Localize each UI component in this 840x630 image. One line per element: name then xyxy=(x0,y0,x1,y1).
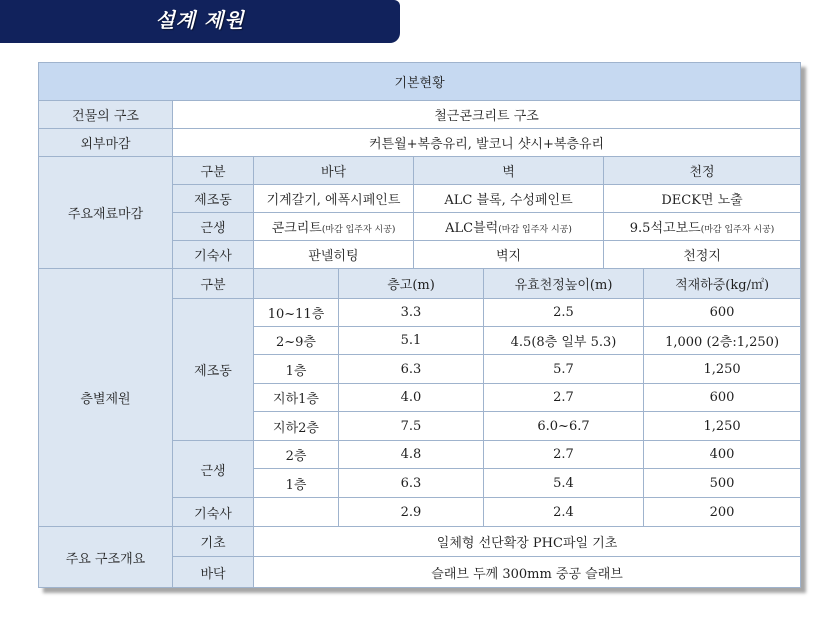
floor-clear-height: 5.4 xyxy=(484,469,644,498)
material-ceiling-cell xyxy=(604,185,801,213)
floor-level: 1층 xyxy=(254,469,339,498)
material-header-ceiling: 천정 xyxy=(604,157,801,185)
material-finish-label: 주요재료마감 xyxy=(39,157,173,269)
material-floor-cell xyxy=(254,185,414,213)
floor-height: 4.8 xyxy=(339,441,484,469)
exterior-finish-label: 외부마감 xyxy=(39,129,173,157)
material-wall-text: ALC 블록, 수성페인트 xyxy=(444,193,573,208)
floor-load: 1,250 xyxy=(644,412,801,441)
material-floor-cell xyxy=(254,241,414,269)
material-wall-cell xyxy=(414,241,604,269)
spec-table xyxy=(38,62,801,588)
material-floor-note: (마감 입주자 시공) xyxy=(321,225,396,235)
floor-height: 7.5 xyxy=(339,412,484,441)
floor-group-name: 제조동 xyxy=(173,299,254,441)
floor-level: 지하2층 xyxy=(254,412,339,441)
floor-header-category: 구분 xyxy=(173,269,254,299)
building-structure-value: 철근콘크리트 구조 xyxy=(173,101,801,129)
material-ceiling-text: 천정지 xyxy=(683,249,721,264)
table-caption: 기본현황 xyxy=(39,63,801,101)
floor-group-name: 기숙사 xyxy=(173,498,254,527)
material-wall-text: 벽지 xyxy=(495,249,522,264)
floor-load: 1,000 (2층:1,250) xyxy=(644,327,801,355)
building-structure-label: 건물의 구조 xyxy=(39,101,173,129)
floor-level: 10~11층 xyxy=(254,299,339,327)
material-ceiling-text: DECK면 노출 xyxy=(661,193,743,208)
material-floor-text: 판넬히팅 xyxy=(308,249,359,264)
floor-clear-height: 5.7 xyxy=(484,355,644,384)
material-ceiling-cell xyxy=(604,241,801,269)
floor-clear-height: 4.5(8층 일부 5.3) xyxy=(484,327,644,355)
material-wall-note: (마감 입주자 시공) xyxy=(498,225,572,235)
floor-header-height: 층고(m) xyxy=(339,269,484,299)
material-wall-text: ALC블럭 xyxy=(445,221,499,236)
structure-item-value: 슬래브 두께 300mm 중공 슬래브 xyxy=(254,557,801,588)
floor-load: 600 xyxy=(644,384,801,412)
material-header-floor: 바닥 xyxy=(254,157,414,185)
floor-height: 4.0 xyxy=(339,384,484,412)
exterior-finish-value: 커튼월+복층유리, 발코니 샷시+복층유리 xyxy=(173,129,801,157)
floor-level: 2~9층 xyxy=(254,327,339,355)
floor-load: 500 xyxy=(644,469,801,498)
structure-item-value: 일체형 선단확장 PHC파일 기초 xyxy=(254,527,801,557)
floor-clear-height: 6.0~6.7 xyxy=(484,412,644,441)
material-floor-text: 기계갈기, 에폭시페인트 xyxy=(266,193,401,208)
structure-item-label: 바닥 xyxy=(173,557,254,588)
structure-overview-label: 주요 구조개요 xyxy=(39,527,173,588)
floor-clear-height: 2.7 xyxy=(484,441,644,469)
floor-level: 2층 xyxy=(254,441,339,469)
floor-height: 3.3 xyxy=(339,299,484,327)
floor-load: 400 xyxy=(644,441,801,469)
material-wall-cell xyxy=(414,185,604,213)
floor-header-level xyxy=(254,269,339,299)
material-row-category: 제조동 xyxy=(173,185,254,213)
material-ceiling-note: (마감 입주자 시공) xyxy=(700,225,775,235)
structure-item-label: 기초 xyxy=(173,527,254,557)
material-floor-text: 콘크리트 xyxy=(271,221,322,236)
floor-height: 5.1 xyxy=(339,327,484,355)
floor-clear-height: 2.4 xyxy=(484,498,644,527)
floor-clear-height: 2.7 xyxy=(484,384,644,412)
material-row-category: 기숙사 xyxy=(173,241,254,269)
material-header-wall: 벽 xyxy=(414,157,604,185)
material-header-category: 구분 xyxy=(173,157,254,185)
floor-specs-label: 층별제원 xyxy=(39,269,173,527)
floor-clear-height: 2.5 xyxy=(484,299,644,327)
floor-header-clear-height: 유효천정높이(m) xyxy=(484,269,644,299)
material-ceiling-text: 9.5석고보드 xyxy=(629,221,701,236)
floor-level xyxy=(254,498,339,527)
title-tab xyxy=(0,0,400,43)
floor-height: 2.9 xyxy=(339,498,484,527)
material-row-category: 근생 xyxy=(173,213,254,241)
floor-load: 1,250 xyxy=(644,355,801,384)
floor-height: 6.3 xyxy=(339,469,484,498)
floor-load: 200 xyxy=(644,498,801,527)
floor-group-name: 근생 xyxy=(173,441,254,498)
floor-height: 6.3 xyxy=(339,355,484,384)
material-ceiling-cell xyxy=(604,213,801,241)
floor-level: 1층 xyxy=(254,355,339,384)
floor-level: 지하1층 xyxy=(254,384,339,412)
material-wall-cell xyxy=(414,213,604,241)
page-title: 설계 제원 xyxy=(155,8,245,32)
floor-header-load: 적재하중(kg/㎡) xyxy=(644,269,801,299)
material-floor-cell xyxy=(254,213,414,241)
floor-load: 600 xyxy=(644,299,801,327)
